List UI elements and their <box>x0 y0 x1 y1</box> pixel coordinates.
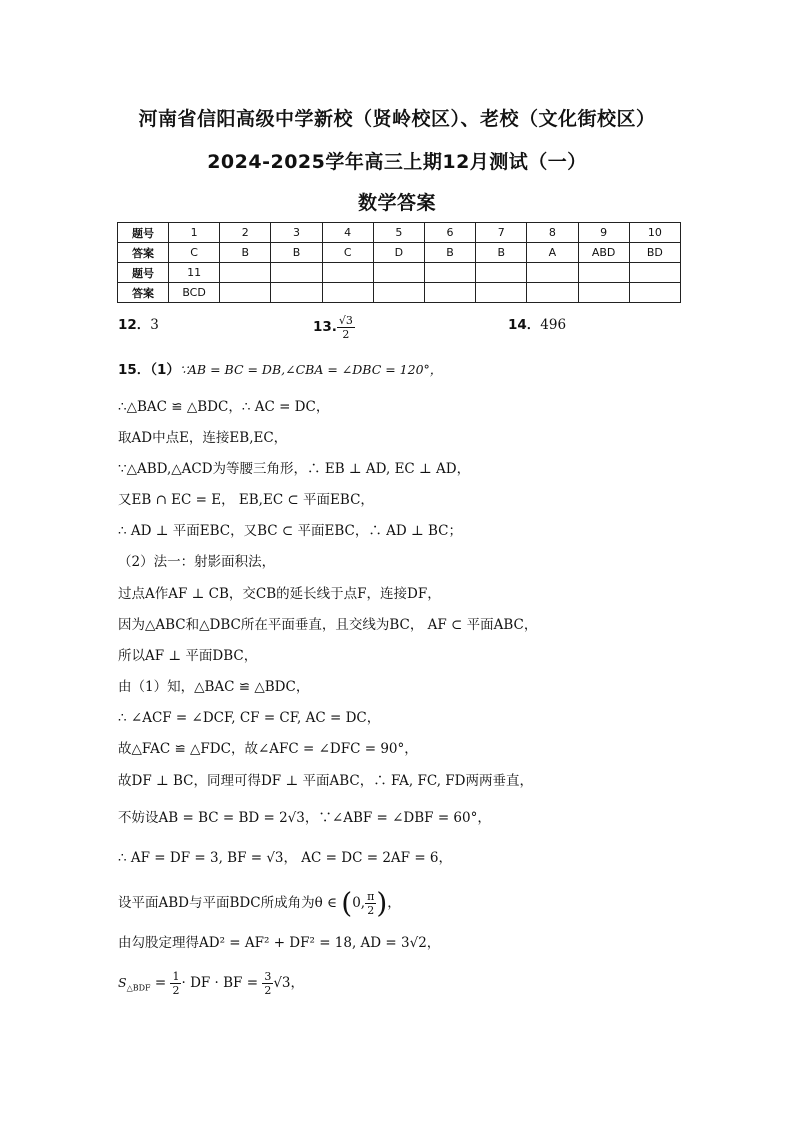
solution-line: 因为△ABC和△DBC所在平面垂直，且交线为BC， AF ⊂ 平面ABC， <box>118 617 538 633</box>
q13-denominator: 2 <box>342 328 350 341</box>
doc-title-subject: 数学答案 <box>357 192 436 214</box>
table-row <box>118 243 681 263</box>
pi-over-two <box>365 890 376 917</box>
table-cell: 3 <box>271 223 322 243</box>
solution-line: ∵△ABD,△ACD为等腰三角形，∴ EB ⊥ AD, EC ⊥ AD， <box>118 461 471 477</box>
q14-answer <box>508 315 566 335</box>
table-cell <box>373 283 424 303</box>
table-cell <box>424 283 475 303</box>
solution-line: ∴ AF = DF = 3, BF = √3， AC = DC = 2AF = 6， <box>118 850 453 866</box>
q12-value: 3 <box>150 317 159 333</box>
row-header: 题号 <box>118 223 169 243</box>
solution-line: ∴△BAC ≌ △BDC，∴ AC = DC， <box>118 399 330 415</box>
solution-line: 过点A作AF ⊥ CB，交CB的延长线于点F，连接DF， <box>118 586 441 602</box>
table-cell: 2 <box>220 223 271 243</box>
q12-label: 12． <box>118 317 151 333</box>
table-row <box>118 283 681 303</box>
table-row <box>118 223 681 243</box>
line-text: ， <box>387 895 401 911</box>
interval-start: 0, <box>352 895 366 911</box>
q13-answer <box>313 314 355 341</box>
row-header: 答案 <box>118 243 169 263</box>
table-cell <box>220 283 271 303</box>
solution-line <box>118 360 442 380</box>
three-halves <box>262 970 273 997</box>
table-cell: ABD <box>578 243 629 263</box>
table-cell: D <box>373 243 424 263</box>
table-cell: B <box>424 243 475 263</box>
solution-line: 取AD中点E，连接EB,EC， <box>118 430 288 446</box>
table-cell: A <box>527 243 578 263</box>
table-cell <box>578 263 629 283</box>
line-text: √3， <box>273 975 305 991</box>
solution-line <box>118 968 304 1004</box>
denominator: 2 <box>172 984 180 997</box>
row-header: 题号 <box>118 263 169 283</box>
table-cell: B <box>476 243 527 263</box>
table-cell: 4 <box>322 223 373 243</box>
solution-line: 又EB ∩ EC = E， EB,EC ⊂ 平面EBC， <box>118 492 374 508</box>
table-cell <box>629 283 680 303</box>
doc-title-school: 河南省信阳高级中学新校（贤岭校区）、老校（文化街校区） <box>138 108 656 130</box>
solution-line: （2）法一：射影面积法， <box>118 554 276 570</box>
q14-value: 496 <box>540 317 567 333</box>
area-symbol: S <box>118 975 127 990</box>
q14-label: 14． <box>508 317 541 333</box>
table-cell <box>322 263 373 283</box>
line-text: = <box>150 975 171 991</box>
row-header: 答案 <box>118 283 169 303</box>
table-cell <box>373 263 424 283</box>
table-cell: 1 <box>169 223 220 243</box>
table-cell <box>271 283 322 303</box>
denominator: 2 <box>264 984 272 997</box>
solution-line: 所以AF ⊥ 平面DBC， <box>118 648 258 664</box>
q13-fraction <box>337 314 355 341</box>
q12-answer <box>118 315 159 335</box>
table-cell <box>527 283 578 303</box>
table-cell: 9 <box>578 223 629 243</box>
table-cell <box>220 263 271 283</box>
table-cell <box>271 263 322 283</box>
one-half <box>170 970 181 997</box>
solution-line: 由勾股定理得AD² = AF² + DF² = 18, AD = 3√2， <box>118 935 441 951</box>
numerator: π <box>367 890 375 903</box>
math-text: ∵AB = BC = DB,∠CBA = ∠DBC = 120°， <box>179 362 443 377</box>
table-cell <box>476 283 527 303</box>
table-cell <box>424 263 475 283</box>
answer-table <box>117 222 681 303</box>
line-text: 设平面ABD与平面BDC所成角为θ ∈ <box>118 895 342 911</box>
solution-line: 故DF ⊥ BC，同理可得DF ⊥ 平面ABC，∴ FA, FC, FD两两垂直， <box>118 773 533 789</box>
table-cell <box>578 283 629 303</box>
solution-line: ∴ AD ⊥ 平面EBC，又BC ⊂ 平面EBC，∴ AD ⊥ BC； <box>118 523 462 539</box>
q13-numerator: √3 <box>338 314 353 327</box>
table-cell <box>527 263 578 283</box>
paren-right: ) <box>376 886 388 920</box>
paren-left: ( <box>341 886 353 920</box>
table-cell: 10 <box>629 223 680 243</box>
denominator: 2 <box>367 904 375 917</box>
table-cell: 7 <box>476 223 527 243</box>
solution-line: 由（1）知，△BAC ≌ △BDC， <box>118 679 310 695</box>
table-row <box>118 263 681 283</box>
solution-line: 不妨设AB = BC = BD = 2√3，∵∠ABF = ∠DBF = 60°， <box>118 810 491 826</box>
table-cell <box>476 263 527 283</box>
q15-label: 15．（1） <box>118 362 180 378</box>
q13-label: 13. <box>313 319 337 335</box>
table-cell: BCD <box>169 283 220 303</box>
table-cell: B <box>220 243 271 263</box>
table-cell: C <box>169 243 220 263</box>
numerator: 1 <box>172 970 180 983</box>
table-cell: 6 <box>424 223 475 243</box>
table-cell: 8 <box>527 223 578 243</box>
table-cell <box>629 263 680 283</box>
area-subscript: △BDF <box>126 983 151 993</box>
line-text: · DF · BF = <box>181 975 263 991</box>
doc-title-exam: 2024-2025学年高三上期12月测试（一） <box>207 151 587 173</box>
numerator: 3 <box>264 970 272 983</box>
table-cell: B <box>271 243 322 263</box>
table-cell: C <box>322 243 373 263</box>
table-cell: BD <box>629 243 680 263</box>
solution-line <box>118 888 401 919</box>
table-cell: 11 <box>169 263 220 283</box>
table-cell: 5 <box>373 223 424 243</box>
table-cell <box>322 283 373 303</box>
solution-line: ∴ ∠ACF = ∠DCF, CF = CF, AC = DC， <box>118 710 381 726</box>
solution-line: 故△FAC ≌ △FDC，故∠AFC = ∠DFC = 90°， <box>118 741 418 757</box>
